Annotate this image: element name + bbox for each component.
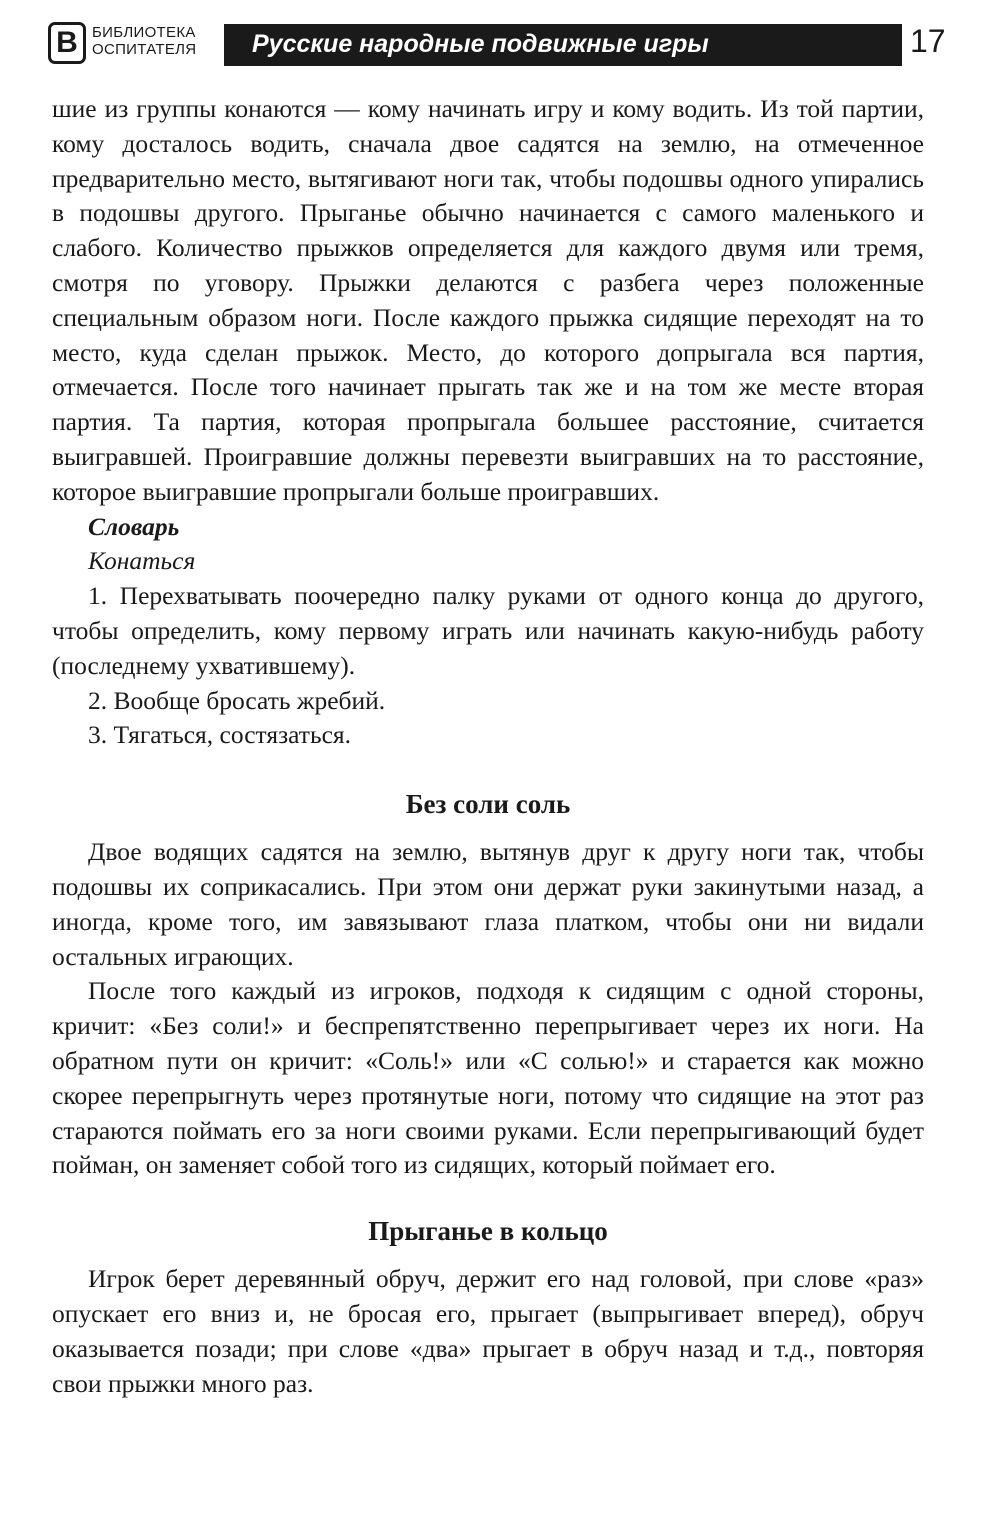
library-logo-mark: В bbox=[48, 22, 86, 64]
page-number: 17 bbox=[910, 23, 946, 59]
logo-line-1: БИБЛИОТЕКА bbox=[92, 24, 196, 41]
section1-paragraph-1: Двое водящих садятся на землю, вытянув друг к другу ноги так, чтобы подошвы их соприкасались. При этом они держат руки закинутыми назад, а иногда, кроме того, им завязывают глаза платком, чтобы они ни видали остальных играющих. bbox=[52, 837, 924, 971]
section-title-bez-soli: Без соли соль bbox=[405, 789, 571, 820]
intro-paragraph: шие из группы конаются — кому начинать игру и кому водить. Из той партии, кому досталось водить, сначала двое садятся на землю, на отмеченное предварительно место, вытягивают ноги так, чтобы подошвы одного упирались в подошвы другого. Прыганье обычно начинается с самого маленького и слабого. Количество прыжков определяется для каждого двумя или тремя, смотря по уговору. Прыжки делаются с разбега через положенные специальным образом ноги. После каждого прыжка сидящие переходят на то место, куда сделан прыжок. Место, до которого допрыгала вся партия, отмечается. После того начинает прыгать так же и на том же месте вторая партия. Та партия, которая пропрыгала большее расстояние, считается выигравшей. Проигравшие должны перевезти выигравших на то расстояние, которое выигравшие пропрыгали больше проигравших. bbox=[52, 94, 924, 506]
section1-paragraph-2: После того каждый из игроков, подходя к сидящим с одной стороны, кричит: «Без соли!» и беспрепятственно перепрыгивает через их ноги. На обратном пути он кричит: «Соль!» или «С солью!» и старается как можно скорее перепрыгнуть через протянутые ноги, потому что сидящие на этот раз стараются поймать его за ноги своими руками. Если перепрыгивающий будет пойман, он заменяет собой того из сидящих, который поймает его. bbox=[52, 976, 924, 1180]
dictionary-item-2: 2. Вообще бросать жребий. bbox=[88, 685, 386, 715]
logo-line-2: ОСПИТАТЕЛЯ bbox=[92, 41, 197, 58]
header-rule bbox=[224, 64, 902, 66]
section-title-pryganie: Прыганье в кольцо bbox=[368, 1216, 608, 1247]
dictionary-block bbox=[52, 510, 924, 754]
dictionary-heading: Словарь bbox=[88, 511, 180, 541]
dictionary-item-3: 3. Тягаться, состязаться. bbox=[88, 720, 352, 750]
book-title: Русские народные подвижные игры bbox=[252, 29, 709, 58]
page-content bbox=[52, 92, 924, 1401]
section2-paragraph-1: Игрок берет деревянный обруч, держит его над головой, при слове «раз» опускает его вниз и, не бросая его, прыгает (выпрыгивает вперед), обруч оказывается позади; при слове «два» прыгает в обруч назад и т.д., повторяя свои прыжки много раз. bbox=[52, 1264, 924, 1398]
dictionary-item-1: 1. Перехватывать поочередно палку руками от одного конца до другого, чтобы определить, кому первому играть или начинать какую-нибудь работу (последнему ухватившему). bbox=[52, 581, 924, 680]
header-title-bar bbox=[224, 24, 902, 64]
running-header bbox=[48, 22, 946, 64]
dictionary-term: Конаться bbox=[88, 546, 196, 576]
